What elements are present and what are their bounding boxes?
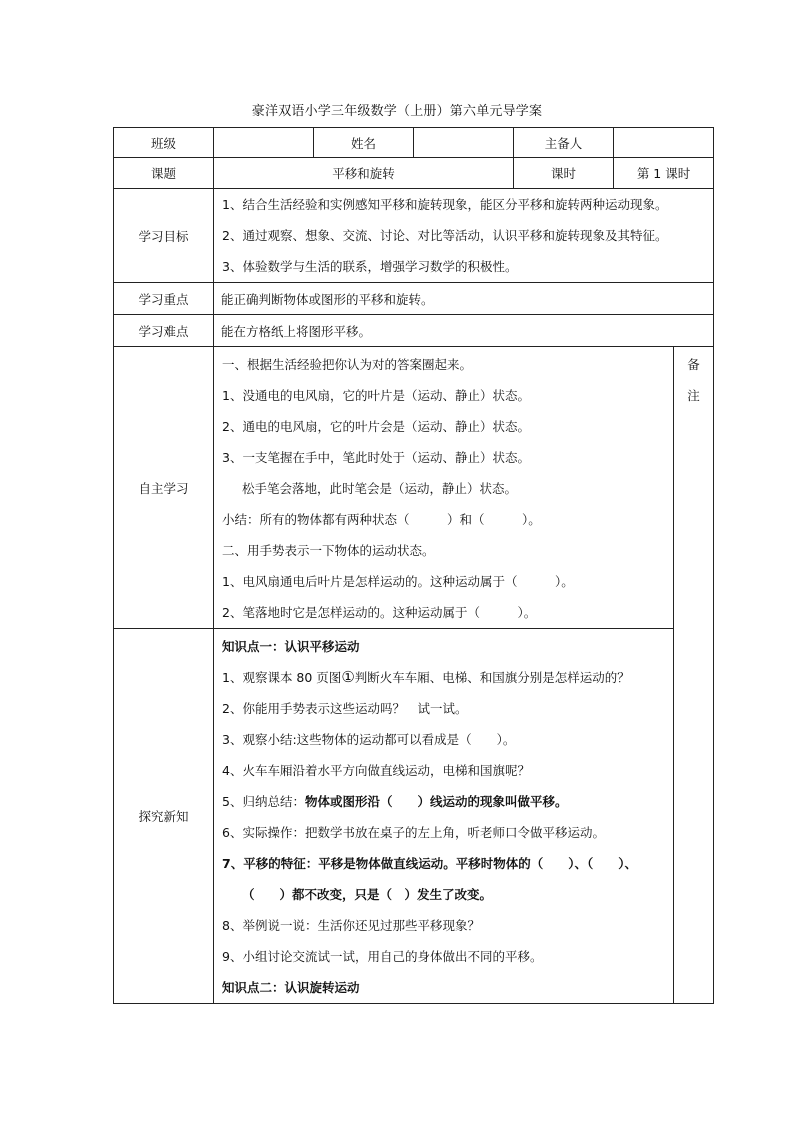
self-study-line: 小结：所有的物体都有两种状态（ ）和（ ）。 <box>222 512 541 527</box>
document-title: 豪洋双语小学三年级数学（上册）第六单元导学案 <box>251 104 543 119</box>
difficulty-label: 学习难点 <box>114 315 214 347</box>
self-study-row <box>114 347 714 629</box>
study-plan-table <box>113 127 714 1004</box>
self-study-line: 2、笔落地时它是怎样运动的。这种运动属于（ ）。 <box>222 605 537 620</box>
objectives-content <box>214 189 714 283</box>
explore-q1-after: 判断火车车厢、电梯、和国旗分别是怎样运动的？ <box>354 670 630 685</box>
explore-line: 3、观察小结:这些物体的运动都可以看成是（ ）。 <box>222 732 516 747</box>
self-study-line: 3、一支笔握在手中，笔此时处于（运动、静止）状态。 <box>222 450 530 465</box>
preparer-value <box>614 128 714 158</box>
explore-line: 7、平移的特征：平移是物体做直线运动。平移时物体的（ ）、（ ）、 <box>222 856 637 871</box>
explore-line: 6、实际操作：把数学书放在桌子的左上角，听老师口令做平移运动。 <box>222 825 605 840</box>
explore-line <box>222 786 667 817</box>
period-label: 课时 <box>514 158 614 189</box>
explore-line: 9、小组讨论交流试一试，用自己的身体做出不同的平移。 <box>222 949 543 964</box>
circled-number-one: ① <box>341 668 355 686</box>
key-point-row <box>114 283 714 315</box>
explore-line: 4、火车车厢沿着水平方向做直线运动，电梯和国旗呢？ <box>222 763 530 778</box>
topic-label: 课题 <box>114 158 214 189</box>
self-study-line: 1、没通电的电风扇，它的叶片是（运动、静止）状态。 <box>222 388 530 403</box>
self-study-line: 二、用手势表示一下物体的运动状态。 <box>222 543 435 558</box>
class-label: 班级 <box>114 128 214 158</box>
explore-line: 2、你能用手势表示这些运动吗？ 试一试。 <box>222 701 468 716</box>
topic-value: 平移和旋转 <box>214 158 514 189</box>
name-label: 姓名 <box>314 128 414 158</box>
knowledge-heading: 知识点二：认识旋转运动 <box>222 980 360 995</box>
self-study-line: 1、电风扇通电后叶片是怎样运动的。这种运动属于（ ）。 <box>222 574 574 589</box>
header-row-2 <box>114 158 714 189</box>
self-study-line: 2、通电的电风扇，它的叶片会是（运动、静止）状态。 <box>222 419 530 434</box>
explore-line: 8、举例说一说：生活你还见过那些平移现象？ <box>222 918 480 933</box>
objectives-row <box>114 189 714 283</box>
explore-content <box>214 629 674 1004</box>
name-value <box>414 128 514 158</box>
period-value: 第 1 课时 <box>614 158 714 189</box>
explore-row <box>114 629 714 1004</box>
header-row-1 <box>114 128 714 158</box>
explore-q5-bold: 物体或图形沿（ ）线运动的现象叫做平移。 <box>304 794 568 809</box>
difficulty-text: 能在方格纸上将图形平移。 <box>214 315 714 347</box>
explore-label: 探究新知 <box>114 629 214 1004</box>
key-point-label: 学习重点 <box>114 283 214 315</box>
notes-column <box>674 347 714 1004</box>
objective-item: 2、通过观察、想象、交流、讨论、对比等活动，认识平移和旋转现象及其特征。 <box>222 228 668 243</box>
notes-char: 注 <box>687 388 700 403</box>
class-value <box>214 128 314 158</box>
objective-item: 1、结合生活经验和实例感知平移和旋转现象，能区分平移和旋转两种运动现象。 <box>222 197 668 212</box>
explore-line: （ ）都不改变，只是（ ）发生了改变。 <box>242 887 493 902</box>
key-point-text: 能正确判断物体或图形的平移和旋转。 <box>214 283 714 315</box>
explore-q5-prefix: 5、归纳总结： <box>222 794 305 809</box>
difficulty-row <box>114 315 714 347</box>
preparer-label: 主备人 <box>514 128 614 158</box>
self-study-line: 松手笔会落地，此时笔会是（运动，静止）状态。 <box>242 481 518 496</box>
knowledge-heading: 知识点一：认识平移运动 <box>222 639 360 654</box>
self-study-content <box>214 347 674 629</box>
explore-q1-before: 1、观察课本 80 页图 <box>222 670 342 685</box>
objectives-label: 学习目标 <box>114 189 214 283</box>
self-study-label: 自主学习 <box>114 347 214 629</box>
explore-line <box>222 662 667 693</box>
objective-item: 3、体验数学与生活的联系，增强学习数学的积极性。 <box>222 259 518 274</box>
notes-char: 备 <box>687 357 700 372</box>
self-study-line: 一、根据生活经验把你认为对的答案圈起来。 <box>222 357 473 372</box>
